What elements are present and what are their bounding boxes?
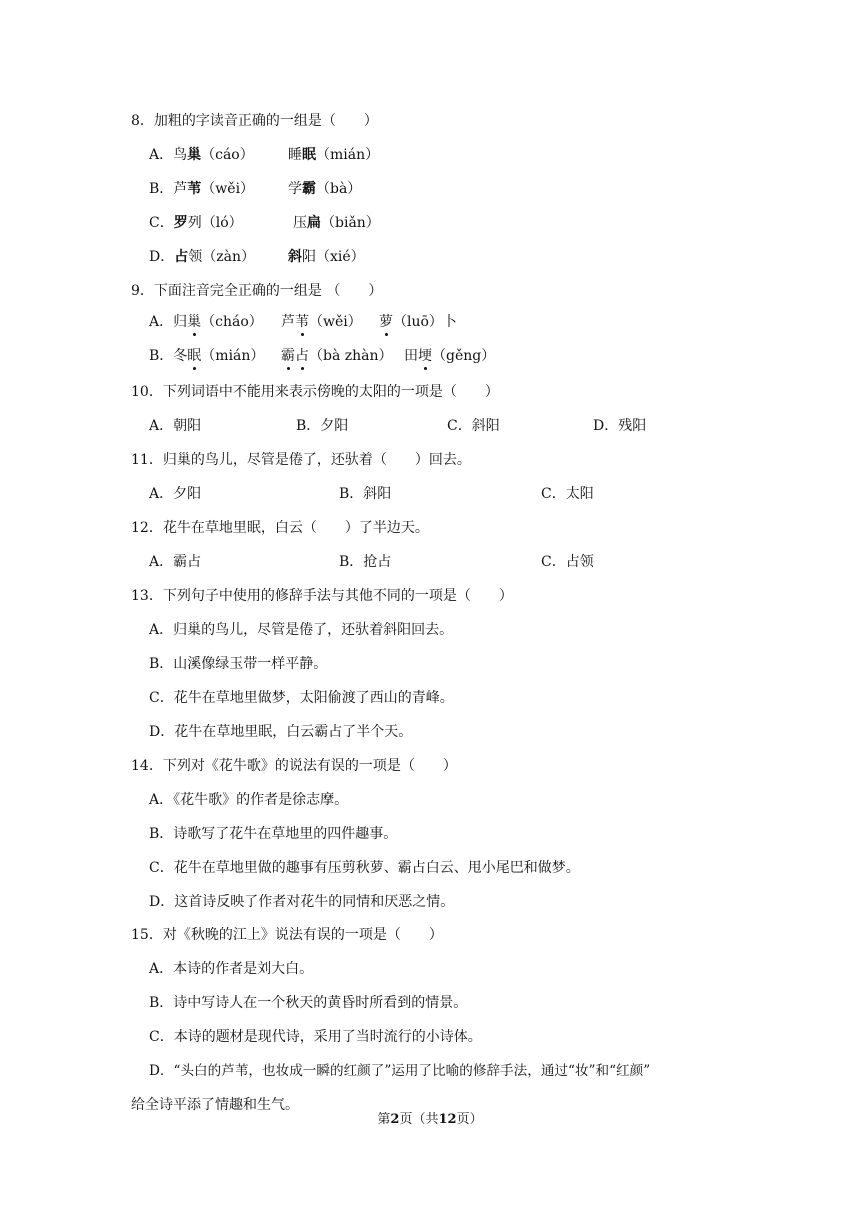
q10-option-a: A．朝阳 xyxy=(149,418,202,434)
q11-stem: 11．归巢的鸟儿，尽管是倦了，还驮着（ ）回去。 xyxy=(131,452,471,468)
q12-option-b: B．抢占 xyxy=(339,554,392,570)
q10-option-c: C．斜阳 xyxy=(447,418,500,434)
q13-option-a: A．归巢的鸟儿，尽管是倦了，还驮着斜阳回去。 xyxy=(149,622,454,638)
q15-option-b: B．诗中写诗人在一个秋天的黄昏时所看到的情景。 xyxy=(149,995,468,1011)
q8-option-b: B．芦苇（wěi） xyxy=(149,181,255,197)
q8-option-b-second: 学霸（bà） xyxy=(288,181,362,197)
q9-option-a-second: 芦苇（wěi） xyxy=(281,314,362,330)
q8-option-d: D．占领（zàn） xyxy=(149,249,255,265)
q13-option-b: B．山溪像绿玉带一样平静。 xyxy=(149,656,328,672)
q8-option-c-second: 压扁（biǎn） xyxy=(293,215,380,231)
q8-option-d-second: 斜阳（xié） xyxy=(288,249,365,265)
q15-option-a: A．本诗的作者是刘大白。 xyxy=(149,961,314,977)
q9-option-b-third: 田埂（gěng） xyxy=(404,348,496,364)
q11-option-b: B．斜阳 xyxy=(339,486,392,502)
q14-option-a: A．《花牛歌》的作者是徐志摩。 xyxy=(149,792,349,808)
q14-option-c: C．花牛在草地里做的趣事有压剪秋萝、霸占白云、甩小尾巴和做梦。 xyxy=(149,860,580,876)
q8-option-a-second: 睡眠（mián） xyxy=(288,147,380,163)
q10-option-d: D．残阳 xyxy=(593,418,647,434)
q8-stem: 8．加粗的字读音正确的一组是（ ） xyxy=(131,113,378,129)
q11-option-a: A．夕阳 xyxy=(149,486,202,502)
q9-option-a-third: 萝（luō）卜 xyxy=(379,314,457,330)
q11-option-c: C．太阳 xyxy=(541,486,594,502)
q10-stem: 10．下列词语中不能用来表示傍晚的太阳的一项是（ ） xyxy=(131,384,499,400)
q15-option-d-continued: 给全诗平添了情趣和生气。 xyxy=(131,1097,299,1113)
q15-option-c: C．本诗的题材是现代诗，采用了当时流行的小诗体。 xyxy=(149,1029,482,1045)
q14-option-d: D．这首诗反映了作者对花牛的同情和厌恶之情。 xyxy=(149,894,455,910)
q8-option-c: C．罗列（ló） xyxy=(149,215,243,231)
q9-option-a: A．归巢（cháo） xyxy=(149,314,263,330)
q10-option-b: B．夕阳 xyxy=(296,418,349,434)
q9-option-b: B．冬眠（mián） xyxy=(149,348,265,364)
q13-option-d: D．花牛在草地里眠，白云霸占了半个天。 xyxy=(149,724,413,740)
q12-option-c: C．占领 xyxy=(541,554,594,570)
q12-option-a: A．霸占 xyxy=(149,554,202,570)
q9-option-b-second: 霸占（bà zhàn） xyxy=(281,348,393,364)
page-number: 2 xyxy=(390,1112,400,1127)
q9-stem: 9．下面注音完全正确的一组是 （ ） xyxy=(131,283,383,299)
q15-option-d: D．“头白的芦苇，也妆成一瞬的红颜了”运用了比喻的修辞手法，通过“妆”和“红颜” xyxy=(149,1063,651,1079)
q13-option-c: C．花牛在草地里做梦，太阳偷渡了西山的青峰。 xyxy=(149,690,454,706)
q13-stem: 13．下列句子中使用的修辞手法与其他不同的一项是（ ） xyxy=(131,588,513,604)
q14-stem: 14．下列对《花牛歌》的说法有误的一项是（ ） xyxy=(131,758,457,774)
q12-stem: 12．花牛在草地里眠，白云（ ）了半边天。 xyxy=(131,520,429,536)
q8-option-a: A．鸟巢（cáo） xyxy=(149,147,254,163)
total-pages: 12 xyxy=(438,1112,457,1127)
q14-option-b: B．诗歌写了花牛在草地里的四件趣事。 xyxy=(149,826,398,842)
q15-stem: 15．对《秋晚的江上》说法有误的一项是（ ） xyxy=(131,927,443,943)
page-footer: 第2页（共12页） xyxy=(377,1112,483,1127)
